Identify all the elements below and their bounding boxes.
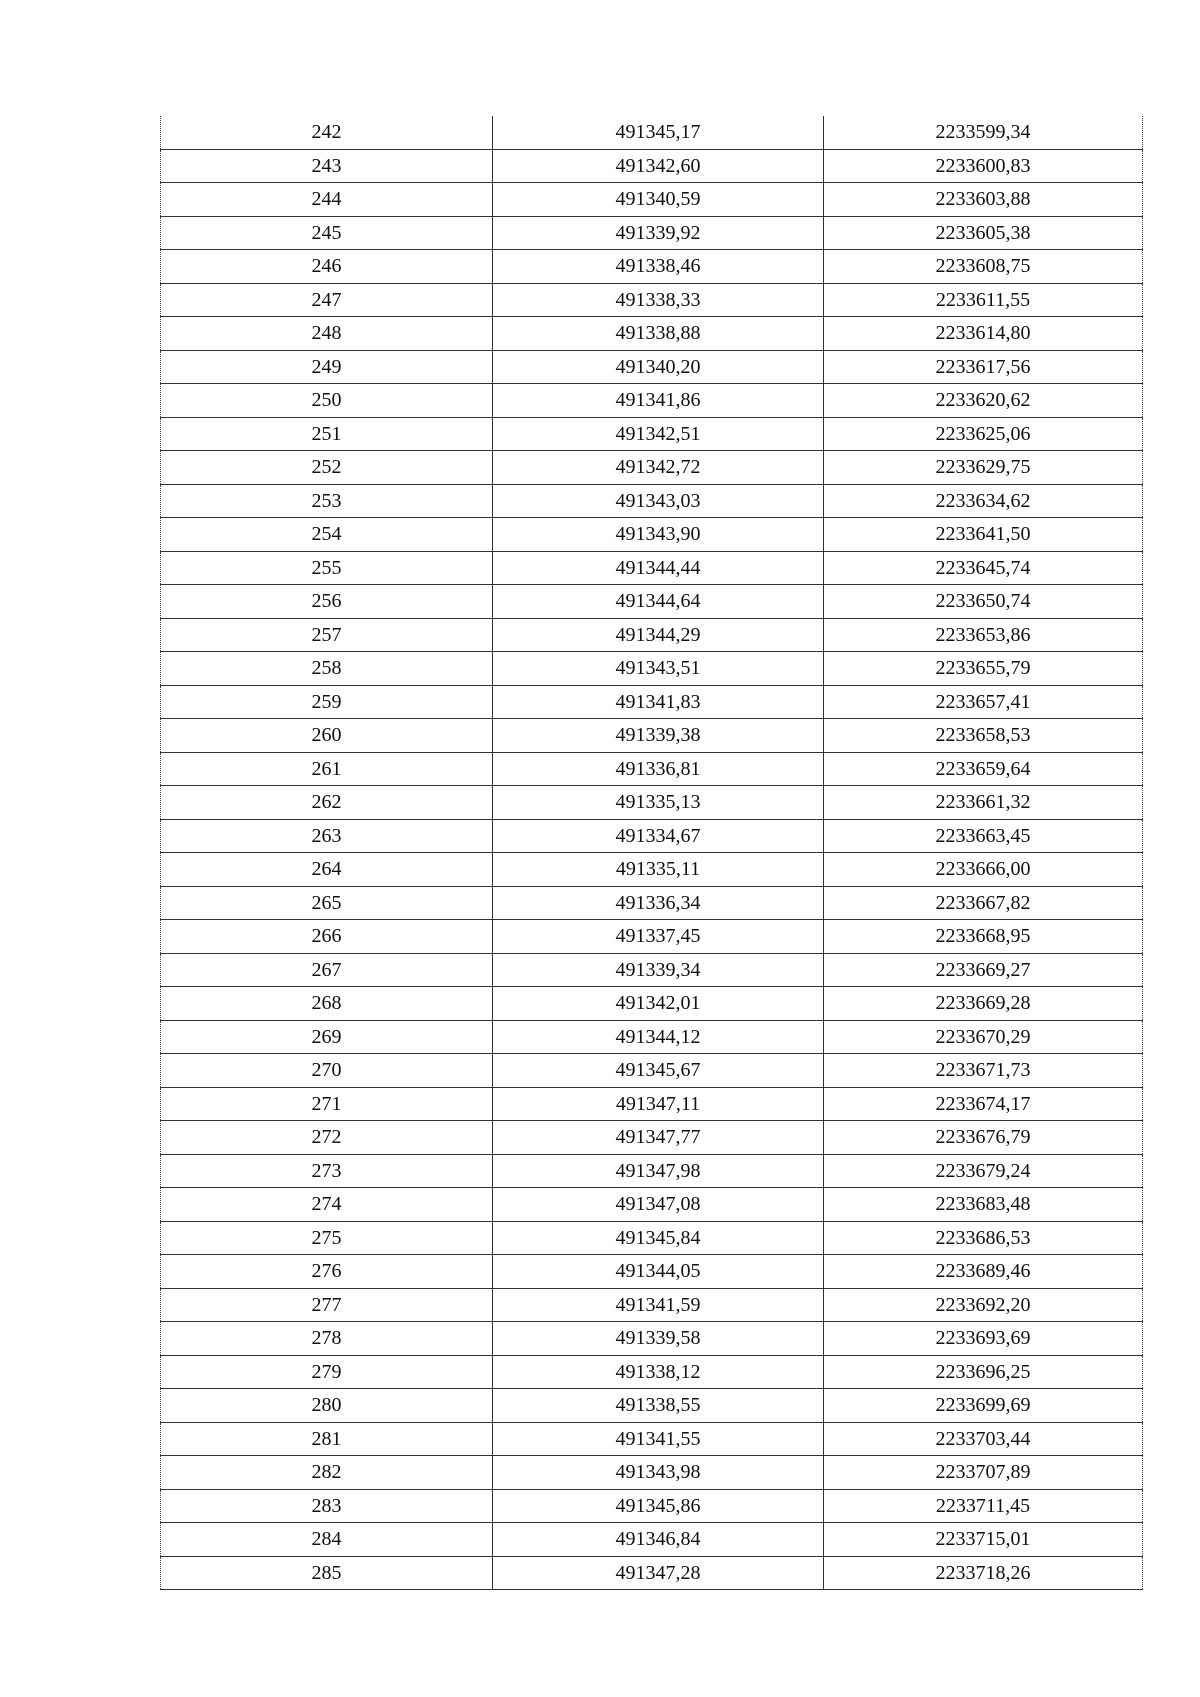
x-coordinate-cell: 491339,38 — [493, 719, 824, 753]
table-row — [161, 1087, 1143, 1121]
point-number-cell: 245 — [161, 216, 493, 250]
table-row — [161, 1020, 1143, 1054]
y-coordinate-cell: 2233696,25 — [824, 1355, 1143, 1389]
point-number-cell: 258 — [161, 652, 493, 686]
y-coordinate-cell: 2233667,82 — [824, 886, 1143, 920]
x-coordinate-cell: 491335,11 — [493, 853, 824, 887]
x-coordinate-cell: 491341,83 — [493, 685, 824, 719]
y-coordinate-cell: 2233671,73 — [824, 1054, 1143, 1088]
table-row — [161, 1054, 1143, 1088]
y-coordinate-cell: 2233683,48 — [824, 1188, 1143, 1222]
table-row — [161, 250, 1143, 284]
x-coordinate-cell: 491344,64 — [493, 585, 824, 619]
x-coordinate-cell: 491345,86 — [493, 1489, 824, 1523]
table-row — [161, 1556, 1143, 1590]
x-coordinate-cell: 491345,17 — [493, 116, 824, 149]
point-number-cell: 247 — [161, 283, 493, 317]
y-coordinate-cell: 2233611,55 — [824, 283, 1143, 317]
point-number-cell: 259 — [161, 685, 493, 719]
y-coordinate-cell: 2233711,45 — [824, 1489, 1143, 1523]
x-coordinate-cell: 491343,90 — [493, 518, 824, 552]
x-coordinate-cell: 491338,46 — [493, 250, 824, 284]
y-coordinate-cell: 2233599,34 — [824, 116, 1143, 149]
table-row — [161, 417, 1143, 451]
x-coordinate-cell: 491338,88 — [493, 317, 824, 351]
point-number-cell: 267 — [161, 953, 493, 987]
point-number-cell: 257 — [161, 618, 493, 652]
x-coordinate-cell: 491342,72 — [493, 451, 824, 485]
y-coordinate-cell: 2233655,79 — [824, 652, 1143, 686]
x-coordinate-cell: 491341,59 — [493, 1288, 824, 1322]
point-number-cell: 253 — [161, 484, 493, 518]
x-coordinate-cell: 491334,67 — [493, 819, 824, 853]
y-coordinate-cell: 2233653,86 — [824, 618, 1143, 652]
table-row — [161, 953, 1143, 987]
y-coordinate-cell: 2233674,17 — [824, 1087, 1143, 1121]
y-coordinate-cell: 2233718,26 — [824, 1556, 1143, 1590]
x-coordinate-cell: 491341,86 — [493, 384, 824, 418]
table-row — [161, 451, 1143, 485]
y-coordinate-cell: 2233715,01 — [824, 1523, 1143, 1557]
x-coordinate-cell: 491337,45 — [493, 920, 824, 954]
y-coordinate-cell: 2233641,50 — [824, 518, 1143, 552]
table-row — [161, 1355, 1143, 1389]
table-row — [161, 585, 1143, 619]
x-coordinate-cell: 491345,67 — [493, 1054, 824, 1088]
table-row — [161, 652, 1143, 686]
x-coordinate-cell: 491336,81 — [493, 752, 824, 786]
table-row — [161, 484, 1143, 518]
point-number-cell: 248 — [161, 317, 493, 351]
table-row — [161, 920, 1143, 954]
y-coordinate-cell: 2233699,69 — [824, 1389, 1143, 1423]
x-coordinate-cell: 491336,34 — [493, 886, 824, 920]
x-coordinate-cell: 491347,08 — [493, 1188, 824, 1222]
point-number-cell: 273 — [161, 1154, 493, 1188]
x-coordinate-cell: 491339,58 — [493, 1322, 824, 1356]
x-coordinate-cell: 491343,98 — [493, 1456, 824, 1490]
table-row — [161, 1322, 1143, 1356]
y-coordinate-cell: 2233679,24 — [824, 1154, 1143, 1188]
x-coordinate-cell: 491343,03 — [493, 484, 824, 518]
table-row — [161, 618, 1143, 652]
point-number-cell: 275 — [161, 1221, 493, 1255]
point-number-cell: 268 — [161, 987, 493, 1021]
table-row — [161, 283, 1143, 317]
table-row — [161, 1255, 1143, 1289]
point-number-cell: 265 — [161, 886, 493, 920]
point-number-cell: 266 — [161, 920, 493, 954]
y-coordinate-cell: 2233658,53 — [824, 719, 1143, 753]
y-coordinate-cell: 2233666,00 — [824, 853, 1143, 887]
point-number-cell: 252 — [161, 451, 493, 485]
y-coordinate-cell: 2233669,28 — [824, 987, 1143, 1021]
y-coordinate-cell: 2233670,29 — [824, 1020, 1143, 1054]
point-number-cell: 274 — [161, 1188, 493, 1222]
x-coordinate-cell: 491342,60 — [493, 149, 824, 183]
x-coordinate-cell: 491342,51 — [493, 417, 824, 451]
point-number-cell: 262 — [161, 786, 493, 820]
x-coordinate-cell: 491347,11 — [493, 1087, 824, 1121]
y-coordinate-cell: 2233603,88 — [824, 183, 1143, 217]
table-row — [161, 1288, 1143, 1322]
x-coordinate-cell: 491341,55 — [493, 1422, 824, 1456]
table-row — [161, 1456, 1143, 1490]
table-row — [161, 551, 1143, 585]
point-number-cell: 256 — [161, 585, 493, 619]
point-number-cell: 285 — [161, 1556, 493, 1590]
table-row — [161, 1188, 1143, 1222]
y-coordinate-cell: 2233617,56 — [824, 350, 1143, 384]
coordinate-table-body — [161, 116, 1143, 1590]
y-coordinate-cell: 2233634,62 — [824, 484, 1143, 518]
y-coordinate-cell: 2233620,62 — [824, 384, 1143, 418]
point-number-cell: 249 — [161, 350, 493, 384]
y-coordinate-cell: 2233625,06 — [824, 417, 1143, 451]
x-coordinate-cell: 491338,55 — [493, 1389, 824, 1423]
y-coordinate-cell: 2233707,89 — [824, 1456, 1143, 1490]
x-coordinate-cell: 491344,12 — [493, 1020, 824, 1054]
table-row — [161, 819, 1143, 853]
y-coordinate-cell: 2233663,45 — [824, 819, 1143, 853]
table-row — [161, 518, 1143, 552]
x-coordinate-cell: 491340,59 — [493, 183, 824, 217]
point-number-cell: 282 — [161, 1456, 493, 1490]
y-coordinate-cell: 2233692,20 — [824, 1288, 1143, 1322]
y-coordinate-cell: 2233614,80 — [824, 317, 1143, 351]
point-number-cell: 269 — [161, 1020, 493, 1054]
table-row — [161, 350, 1143, 384]
point-number-cell: 261 — [161, 752, 493, 786]
point-number-cell: 242 — [161, 116, 493, 149]
table-row — [161, 1121, 1143, 1155]
table-row — [161, 886, 1143, 920]
table-row — [161, 786, 1143, 820]
table-row — [161, 1489, 1143, 1523]
y-coordinate-cell: 2233645,74 — [824, 551, 1143, 585]
x-coordinate-cell: 491347,77 — [493, 1121, 824, 1155]
point-number-cell: 277 — [161, 1288, 493, 1322]
point-number-cell: 254 — [161, 518, 493, 552]
x-coordinate-cell: 491344,29 — [493, 618, 824, 652]
table-row — [161, 719, 1143, 753]
point-number-cell: 246 — [161, 250, 493, 284]
y-coordinate-cell: 2233686,53 — [824, 1221, 1143, 1255]
x-coordinate-cell: 491342,01 — [493, 987, 824, 1021]
point-number-cell: 255 — [161, 551, 493, 585]
y-coordinate-cell: 2233600,83 — [824, 149, 1143, 183]
coordinate-table — [160, 116, 1143, 1590]
y-coordinate-cell: 2233703,44 — [824, 1422, 1143, 1456]
x-coordinate-cell: 491347,28 — [493, 1556, 824, 1590]
x-coordinate-cell: 491340,20 — [493, 350, 824, 384]
point-number-cell: 276 — [161, 1255, 493, 1289]
table-row — [161, 317, 1143, 351]
x-coordinate-cell: 491346,84 — [493, 1523, 824, 1557]
x-coordinate-cell: 491345,84 — [493, 1221, 824, 1255]
table-row — [161, 1523, 1143, 1557]
point-number-cell: 260 — [161, 719, 493, 753]
y-coordinate-cell: 2233629,75 — [824, 451, 1143, 485]
point-number-cell: 264 — [161, 853, 493, 887]
point-number-cell: 279 — [161, 1355, 493, 1389]
table-row — [161, 1221, 1143, 1255]
y-coordinate-cell: 2233661,32 — [824, 786, 1143, 820]
y-coordinate-cell: 2233605,38 — [824, 216, 1143, 250]
table-row — [161, 116, 1143, 149]
point-number-cell: 280 — [161, 1389, 493, 1423]
x-coordinate-cell: 491338,12 — [493, 1355, 824, 1389]
x-coordinate-cell: 491339,34 — [493, 953, 824, 987]
y-coordinate-cell: 2233608,75 — [824, 250, 1143, 284]
table-row — [161, 183, 1143, 217]
x-coordinate-cell: 491343,51 — [493, 652, 824, 686]
point-number-cell: 284 — [161, 1523, 493, 1557]
y-coordinate-cell: 2233676,79 — [824, 1121, 1143, 1155]
point-number-cell: 271 — [161, 1087, 493, 1121]
point-number-cell: 243 — [161, 149, 493, 183]
y-coordinate-cell: 2233689,46 — [824, 1255, 1143, 1289]
point-number-cell: 281 — [161, 1422, 493, 1456]
y-coordinate-cell: 2233693,69 — [824, 1322, 1143, 1356]
table-row — [161, 853, 1143, 887]
y-coordinate-cell: 2233669,27 — [824, 953, 1143, 987]
table-row — [161, 752, 1143, 786]
point-number-cell: 272 — [161, 1121, 493, 1155]
point-number-cell: 283 — [161, 1489, 493, 1523]
table-row — [161, 1422, 1143, 1456]
point-number-cell: 270 — [161, 1054, 493, 1088]
y-coordinate-cell: 2233659,64 — [824, 752, 1143, 786]
x-coordinate-cell: 491338,33 — [493, 283, 824, 317]
table-row — [161, 987, 1143, 1021]
table-row — [161, 384, 1143, 418]
point-number-cell: 250 — [161, 384, 493, 418]
point-number-cell: 263 — [161, 819, 493, 853]
table-row — [161, 1389, 1143, 1423]
x-coordinate-cell: 491344,05 — [493, 1255, 824, 1289]
point-number-cell: 251 — [161, 417, 493, 451]
x-coordinate-cell: 491347,98 — [493, 1154, 824, 1188]
table-row — [161, 1154, 1143, 1188]
x-coordinate-cell: 491335,13 — [493, 786, 824, 820]
point-number-cell: 278 — [161, 1322, 493, 1356]
y-coordinate-cell: 2233668,95 — [824, 920, 1143, 954]
y-coordinate-cell: 2233650,74 — [824, 585, 1143, 619]
table-row — [161, 685, 1143, 719]
y-coordinate-cell: 2233657,41 — [824, 685, 1143, 719]
x-coordinate-cell: 491344,44 — [493, 551, 824, 585]
table-row — [161, 216, 1143, 250]
point-number-cell: 244 — [161, 183, 493, 217]
table-row — [161, 149, 1143, 183]
x-coordinate-cell: 491339,92 — [493, 216, 824, 250]
